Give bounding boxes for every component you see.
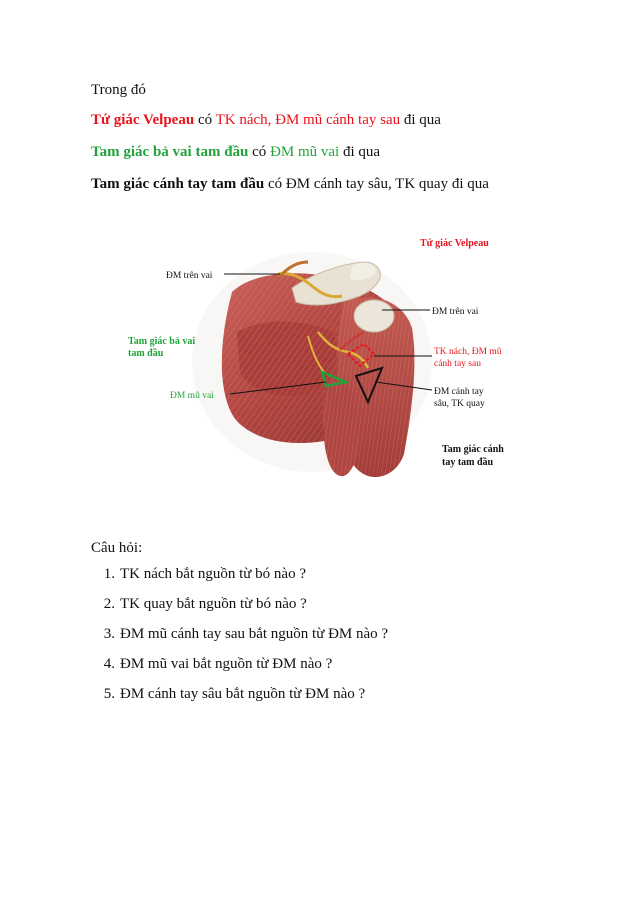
definition-line-ba-vai	[91, 143, 380, 161]
label-dm-mu-vai: ĐM mũ vai	[170, 391, 214, 401]
question-text: ĐM mũ cánh tay sau bắt nguồn từ ĐM nào ?	[120, 626, 389, 642]
list-item	[91, 625, 388, 655]
label-velpeau-title: Tứ giác Velpeau	[420, 238, 489, 249]
tail: đi qua	[448, 176, 489, 192]
question-text: ĐM mũ vai bắt nguồn từ ĐM nào ?	[120, 656, 333, 672]
list-item	[91, 655, 388, 685]
connector: có	[248, 144, 271, 160]
tail: đi qua	[339, 144, 381, 160]
humeral-head	[354, 300, 394, 332]
content-ba-vai: ĐM mũ vai	[270, 144, 340, 160]
question-text: TK quay bắt nguồn từ bó nào ?	[120, 596, 307, 612]
tail: đi qua	[400, 112, 441, 128]
infraspinatus-fibers	[237, 322, 336, 396]
question-number: 5.	[103, 686, 115, 702]
label-dm-canh-tay-2: sâu, TK quay	[434, 399, 485, 409]
term-canh-tay: Tam giác cánh tay tam đầu	[91, 176, 265, 192]
list-item	[91, 565, 388, 595]
label-tam-giac-canh-tay-1: Tam giác cánh	[442, 444, 504, 455]
connector: có	[264, 176, 286, 192]
questions-heading: Câu hỏi:	[91, 540, 143, 556]
question-number: 1.	[103, 566, 115, 582]
question-text: TK nách bắt nguồn từ bó nào ?	[120, 566, 306, 582]
content-canh-tay: ĐM cánh tay sâu, TK quay	[285, 176, 449, 192]
list-item	[91, 685, 388, 715]
list-item	[91, 595, 388, 625]
label-dm-tren-vai-right: ĐM trên vai	[432, 307, 479, 317]
label-dm-tren-vai-left: ĐM trên vai	[166, 271, 213, 281]
intro-label: Trong đó	[91, 82, 146, 98]
content-velpeau: TK nách, ĐM mũ cánh tay sau	[215, 112, 401, 128]
definition-line-velpeau	[91, 111, 441, 129]
question-number: 4.	[103, 656, 115, 672]
label-tam-giac-ba-vai-2: tam đầu	[128, 348, 164, 359]
anatomy-figure	[112, 232, 512, 490]
questions-list	[91, 565, 388, 715]
label-dm-canh-tay-1: ĐM cánh tay	[434, 387, 484, 397]
shoulder-anatomy-illustration	[112, 232, 512, 490]
definition-line-canh-tay	[91, 175, 489, 193]
connector: có	[194, 112, 216, 128]
label-tam-giac-canh-tay-2: tay tam đầu	[442, 457, 494, 468]
question-number: 3.	[103, 626, 115, 642]
label-tk-nach-1: TK nách, ĐM mũ	[434, 347, 502, 357]
question-number: 2.	[103, 596, 115, 612]
term-velpeau: Tứ giác Velpeau	[91, 112, 195, 128]
label-tk-nach-2: cánh tay sau	[434, 359, 481, 369]
question-text: ĐM cánh tay sâu bắt nguồn từ ĐM nào ?	[120, 686, 366, 702]
term-ba-vai: Tam giác bả vai tam đầu	[91, 144, 249, 160]
label-tam-giac-ba-vai-1: Tam giác bả vai	[128, 336, 196, 347]
